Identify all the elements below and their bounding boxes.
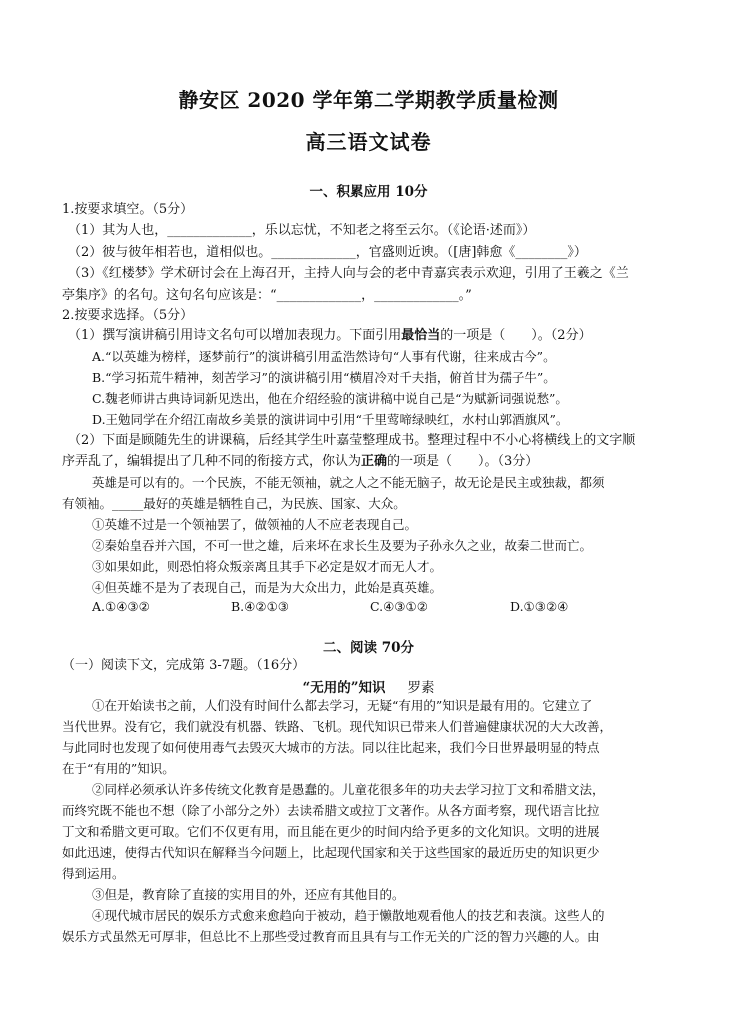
q2-part2-line1: （2）下面是顾随先生的讲课稿，后经其学生叶嘉莹整理成书。整理过程中不小心将横线上的文字顺 (68, 433, 636, 448)
section2-heading: 二、阅读 70分 (323, 640, 414, 656)
article-line: 娱乐方式虽然无可厚非，但总比不上那些受过教育而且具有与工作无关的广泛的智力兴趣的人。由 (62, 929, 600, 944)
sentence-2: ②秦始皇吞并六国，不可一世之雄，后来坏在求长生及要为子孙永久之业，故秦二世而亡。 (92, 538, 593, 553)
article-title (0, 676, 737, 696)
article-line: 如此迅速，使得古代知识在解释当今问题上，比起现代国家和关于这些国家的最近历史的知识更少 (62, 845, 600, 860)
q2-part1-pre: （1）撰写演讲稿引用诗文名句可以增加表现力。下面引用 (68, 328, 402, 343)
article-line: ①在开始读书之前，人们没有时间什么都去学习，无疑“有用的”知识是最有用的。它建立了 (92, 698, 593, 713)
sentence-4: ④但英雄不是为了表现自己，而是为大众出力，此始是真英雄。 (92, 580, 443, 595)
article-line: ④现代城市居民的娱乐方式愈来愈趋向于被动，趋于懒散地观看他人的技艺和表演。这些人的 (92, 908, 605, 923)
option-d: D.王勉同学在介绍江南故乡美景的演讲词中引用“千里莺啼绿映红，水村山郭酒旗风”。 (92, 412, 569, 427)
passage-line2: 有领袖。_____最好的英雄是牺牲自己，为民族、国家、大众。 (62, 496, 406, 511)
option-a: A.“以英雄为榜样，逐梦前行”的演讲稿引用孟浩然诗句“人事有代谢，往来成古今”。 (92, 349, 556, 364)
q1-line3: （3）《红楼梦》学术研讨会在上海召开，主持人向与会的老中青嘉宾表示欢迎，引用了王羲之《兰 (68, 266, 629, 281)
article-line: 丁文和希腊文更可取。它们不仅更有用，而且能在更少的时间内给予更多的文化知识。文明的进展 (62, 824, 600, 839)
passage-line1: 英雄是可以有的。一个民族，不能无领袖，就之人之不能无脑子，故无论是民主或独裁，都须 (92, 475, 605, 490)
q2-part2-pre: 序弄乱了，编辑提出了几种不同的衔接方式，你认为 (62, 454, 362, 469)
q1-line1: （1）其为人也，_____________，乐以忘忧，不知老之将至云尔。（《论语·述而》） (68, 223, 536, 238)
option-b: B.“学习拓荒牛精神，刻苦学习”的演讲稿引用“横眉冷对千夫指，俯首甘为孺子牛”。 (92, 370, 556, 385)
article-title-text: “无用的”知识 (302, 680, 386, 696)
article-line: 当代世界。没有它，我们就没有机器、铁路、飞机。现代知识已带来人们普遍健康状况的大大改善， (62, 719, 613, 734)
article-line: 在于“有用的”知识。 (62, 761, 175, 776)
choice-d: D.①③②④ (510, 599, 569, 614)
sentence-1: ①英雄不过是一个领袖罢了，做领袖的人不应老表现自己。 (92, 517, 418, 532)
article-line: 而终究既不能也不想（除了小部分之外）去读希腊文或拉丁文著作。从各方面考察，现代语言比拉 (62, 803, 600, 818)
choice-b: B.④②①③ (231, 599, 289, 614)
q1-stem: 1.按要求填空。（5分） (62, 202, 194, 217)
article-line: 与此同时也发现了如何使用毒气去毁灭大城市的方法。同以往比起来，我们今日世界最明显的特点 (62, 740, 600, 755)
choice-a: A.①④③② (92, 599, 150, 614)
article-author: 罗素 (407, 680, 435, 696)
q2-part2-emphasis: 正确 (361, 454, 388, 469)
option-c: C.魏老师讲古典诗词新见迭出，他在介绍经验的演讲稿中说自己是“为赋新词强说愁”。 (92, 391, 568, 406)
q2-part1 (68, 327, 592, 345)
q1-line4: 亭集序》的名句。这句名句应该是：“_____________，_____________。” (62, 288, 472, 303)
q1-line2: （2）彼与彼年相若也，道相似也。_____________，官盛则近谀。（[唐]韩愈《________》） (68, 245, 587, 260)
article-line: ③但是，教育除了直接的实用目的外，还应有其他目的。 (92, 887, 405, 902)
choice-c: C.④③①② (370, 599, 428, 614)
q2-part1-emphasis: 最恰当 (401, 328, 441, 343)
reading-intro: （一）阅读下文，完成第 3-7题。（16分） (62, 658, 306, 673)
q2-stem: 2.按要求选择。（5分） (62, 308, 194, 323)
article-line: ②同样必须承认许多传统文化教育是愚蠢的。儿童花很多年的功夫去学习拉丁文和希腊文法， (92, 782, 605, 797)
exam-subtitle: 高三语文试卷 (305, 130, 432, 154)
exam-title: 静安区 2020 学年第二学期教学质量检测 (178, 88, 559, 112)
q2-part1-post: 的一项是（ ）。（2分） (440, 328, 592, 343)
q2-part2-post: 的一项是（ ）。（3分） (387, 454, 539, 469)
q2-part2-line2 (62, 453, 538, 471)
sentence-3: ③如果如此，则恐怕将众叛亲离且其手下必定是奴才而无人才。 (92, 559, 443, 574)
section1-heading: 一、积累应用 10分 (309, 184, 428, 200)
article-line: 得到运用。 (62, 866, 125, 881)
